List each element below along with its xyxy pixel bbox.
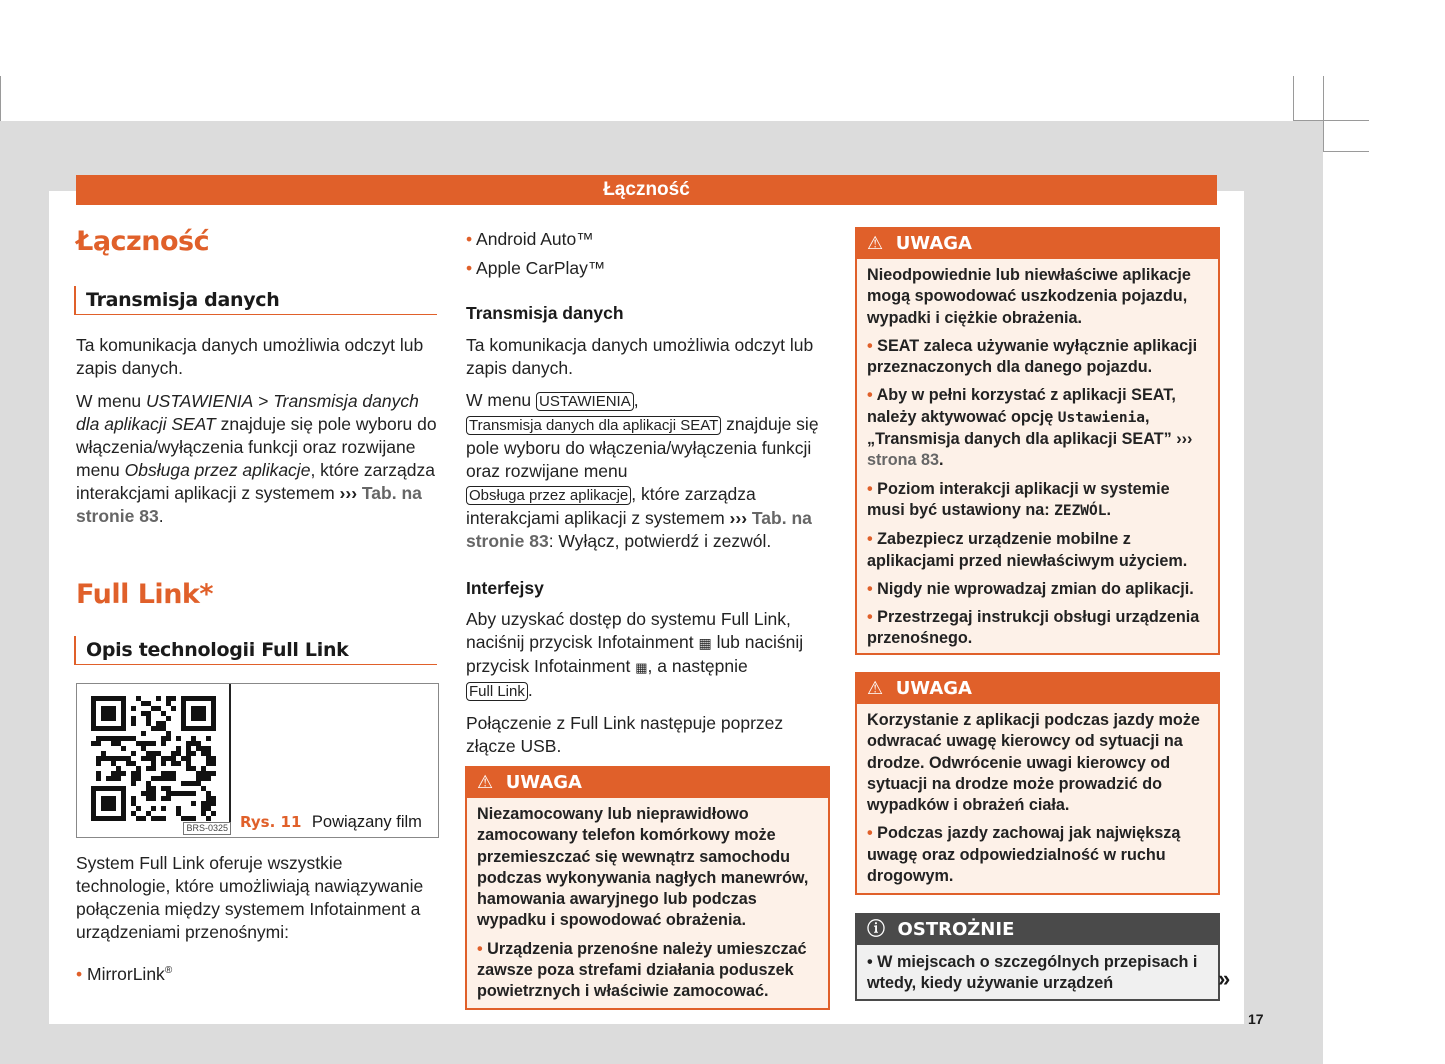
crop-mark: [1323, 151, 1369, 152]
warning-item: • Urządzenia przenośne należy umieszczać zawsze poza strefami działania poduszek powietrznych i właściwie zamocować.: [477, 939, 807, 1001]
list-item: • MirrorLink®: [76, 963, 173, 984]
paragraph-usb: Połączenie z Full Link następuje poprzez złącze USB.: [466, 713, 784, 756]
paragraph-settings-menu: W menu USTAWIENIA > Transmisja danych dla aplikacji SEAT znajduje się pole wyboru do włączenia/wyłączenia funkcji oraz rozwijane menu Obsługa przez aplikacje, które zarządza interakcjami aplikacji z systemem ››› Tab. na stronie 83.: [76, 391, 437, 526]
warning-box-apps: [855, 227, 1220, 655]
page-reference-link[interactable]: strona 83: [867, 451, 939, 470]
list-item: • Apple CarPlay™: [466, 258, 606, 278]
warning-triangle-icon: ⚠: [867, 233, 884, 254]
info-circle-icon: ⓘ: [867, 919, 885, 940]
warning-triangle-icon: ⚠: [477, 772, 494, 793]
warning-intro: Nieodpowiednie lub niewłaściwe aplikacje mogą spowodować uszkodzenia pojazdu, wypadki i ciężkie obrażenia.: [867, 266, 1191, 327]
subheading-interfaces: Interfejsy: [466, 578, 544, 598]
figure-video-qr: [76, 683, 439, 838]
menu-button-full-link[interactable]: Full Link: [466, 682, 528, 701]
qr-code[interactable]: [77, 684, 231, 835]
infotainment-icon: ▦: [698, 635, 712, 651]
section-title-full-link: Full Link*: [76, 579, 213, 610]
paragraph-full-link-intro: System Full Link oferuje wszystkie technologie, które umożliwiają nawiązywanie połączenia między systemem Infotainment a urządzeniami przenośnymi:: [76, 853, 424, 942]
figure-caption: Rys. 11 Powiązany film: [240, 813, 422, 831]
warning-intro: Korzystanie z aplikacji podczas jazdy może odwracać uwagę kierowcy od sytuacji na drodze. Odwrócenie uwagi kierowcy od sytuacji na drodze może prowadzić do wypadków i obrażeń ciała.: [867, 711, 1200, 815]
warning-item: • Podczas jazdy zachowaj jak największą uwagę oraz odpowiedzialność w ruchu drogowym.: [867, 824, 1181, 886]
page-number: 17: [1248, 1011, 1264, 1027]
paragraph-settings-menu: W menu USTAWIENIA , Transmisja danych dla aplikacji SEAT znajduje się pole wyboru do włączenia/wyłączenia funkcji oraz rozwijane menu Obsługa przez aplikacje , które zarządza interakcjami aplikacji z systemem ››› Tab. na stronie 83: Wyłącz, potwierdź i zezwól.: [466, 390, 819, 551]
warning-header: ⚠ UWAGA: [857, 229, 1218, 259]
apps-grid-icon: ▦: [635, 660, 648, 675]
section-heading-data-transmission: Transmisja danych: [74, 286, 437, 315]
subheading-data-transmission: Transmisja danych: [466, 303, 624, 323]
warning-triangle-icon: ⚠: [867, 678, 884, 699]
warning-item: • SEAT zaleca używanie wyłącznie aplikacji przeznaczonych dla danego pojazdu.: [867, 336, 1198, 377]
page-title: Łączność: [76, 226, 210, 257]
qr-code-graphic: [77, 684, 229, 835]
warning-box-phone: [465, 766, 830, 1010]
menu-button-seat-app-data[interactable]: Transmisja danych dla aplikacji SEAT: [466, 416, 721, 435]
section-heading-full-link-description: Opis technologii Full Link: [74, 636, 437, 665]
warning-item: • Nigdy nie wprowadzaj zmian do aplikacji.: [867, 579, 1194, 598]
warning-box-driving: [855, 672, 1220, 895]
list-item: • Android Auto™: [466, 229, 594, 249]
middle-column: [466, 228, 828, 758]
warning-item: • Zabezpiecz urządzenie mobilne z aplikacjami przed niewłaściwym użyciem.: [867, 530, 1188, 570]
crop-mark: [0, 76, 1, 121]
menu-button-app-control[interactable]: Obsługa przez aplikacje: [466, 486, 631, 505]
warning-item: • Aby w pełni korzystać z aplikacji SEAT, należy aktywować opcję Ustawienia, „Transmisja danych dla aplikacji SEAT” ››› strona 83.: [867, 386, 1193, 470]
caution-header: ⓘ OSTROŻNIE: [857, 915, 1218, 945]
table-reference-link[interactable]: Tab. na stronie 83: [76, 483, 422, 526]
continue-mark: »: [1218, 966, 1231, 991]
menu-button-settings[interactable]: USTAWIENIA: [536, 392, 634, 411]
warning-intro: Niezamocowany lub nieprawidłowo zamocowany telefon komórkowy może przemieszczać się wewnątrz samochodu podczas wykonywania nagłych manewrów, hamowania awaryjnego lub podczas wypadku i spowodować obrażenia.: [477, 805, 809, 930]
warning-header: ⚠ UWAGA: [857, 674, 1218, 704]
left-column: [76, 226, 438, 257]
paragraph-interfaces: Aby uzyskać dostęp do systemu Full Link, naciśnij przycisk Infotainment ▦ lub naciśnij przycisk Infotainment ▦, a następnie Full Link .: [466, 609, 804, 700]
paragraph-data-intro: Ta komunikacja danych umożliwia odczyt lub zapis danych.: [466, 335, 814, 378]
crop-mark: [1293, 76, 1294, 121]
table-reference-link[interactable]: Tab. na stronie 83: [466, 508, 812, 551]
caution-box: [855, 913, 1220, 1001]
warning-item: • Przestrzegaj instrukcji obsługi urządzenia przenośnego.: [867, 608, 1200, 648]
crop-mark: [1323, 76, 1324, 152]
figure-code: BRS-0325: [183, 822, 231, 835]
warning-header: ⚠ UWAGA: [467, 768, 828, 798]
caution-item: • W miejscach o szczególnych przepisach i wtedy, kiedy używanie urządzeń: [867, 953, 1198, 993]
running-header: Łączność: [76, 175, 1217, 205]
warning-item: • Poziom interakcji aplikacji w systemie musi być ustawiony na: ZEZWÓL.: [867, 479, 1170, 519]
paragraph-data-intro: Ta komunikacja danych umożliwia odczyt lub zapis danych.: [76, 335, 424, 378]
